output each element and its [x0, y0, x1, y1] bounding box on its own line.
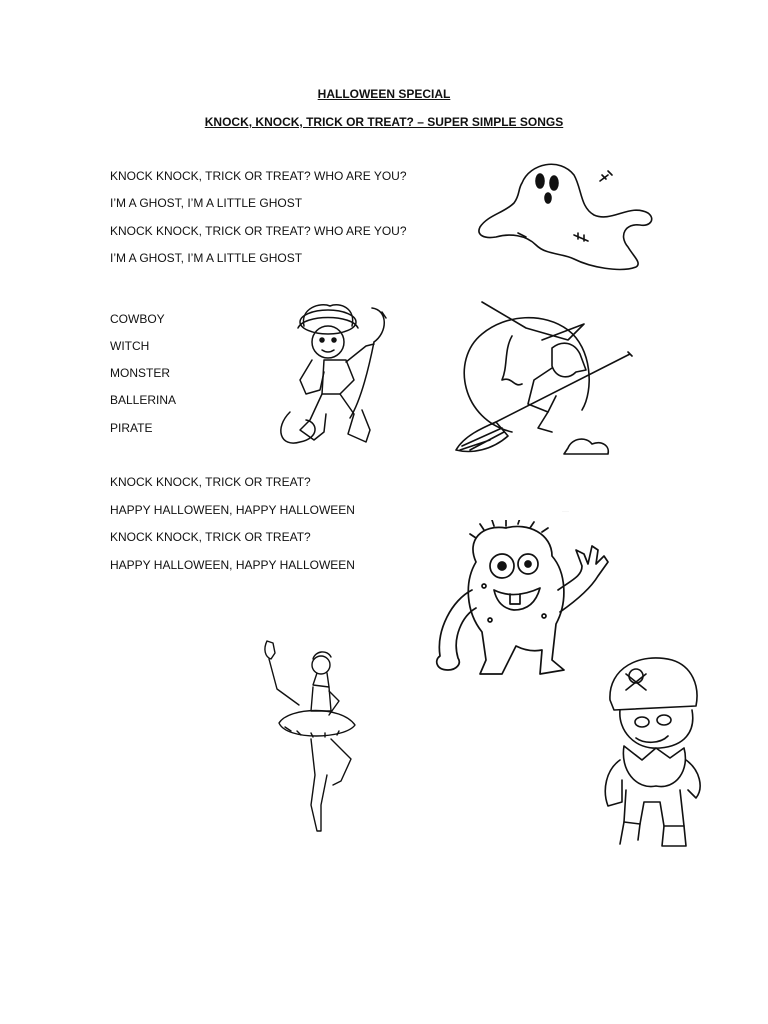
image-watermark: ·······	[562, 509, 569, 513]
cowboy-icon	[270, 302, 396, 452]
lyric-line: KNOCK KNOCK, TRICK OR TREAT?	[110, 530, 311, 544]
lyric-line: HAPPY HALLOWEEN, HAPPY HALLOWEEN	[110, 558, 355, 572]
lyric-line: KNOCK KNOCK, TRICK OR TREAT?	[110, 475, 311, 489]
ballerina-icon	[255, 635, 367, 835]
character-item: PIRATE	[110, 421, 153, 435]
lyric-line: KNOCK KNOCK, TRICK OR TREAT? WHO ARE YOU?	[110, 224, 407, 238]
lyric-line: HAPPY HALLOWEEN, HAPPY HALLOWEEN	[110, 503, 355, 517]
monster-icon	[432, 520, 617, 690]
lyric-line: KNOCK KNOCK, TRICK OR TREAT? WHO ARE YOU?	[110, 169, 407, 183]
witch-icon	[452, 300, 634, 468]
character-item: WITCH	[110, 339, 150, 353]
pirate-icon	[600, 650, 720, 850]
song-title: KNOCK, KNOCK, TRICK OR TREAT? – SUPER SIMPLE SONGS	[204, 115, 564, 129]
character-item: COWBOY	[110, 312, 165, 326]
page-title: HALLOWEEN SPECIAL	[317, 87, 451, 101]
ghost-icon	[470, 155, 660, 280]
character-item: BALLERINA	[110, 393, 177, 407]
character-item: MONSTER	[110, 366, 170, 380]
lyric-line: I’M A GHOST, I’M A LITTLE GHOST	[110, 196, 303, 210]
lyric-line: I’M A GHOST, I’M A LITTLE GHOST	[110, 251, 303, 265]
